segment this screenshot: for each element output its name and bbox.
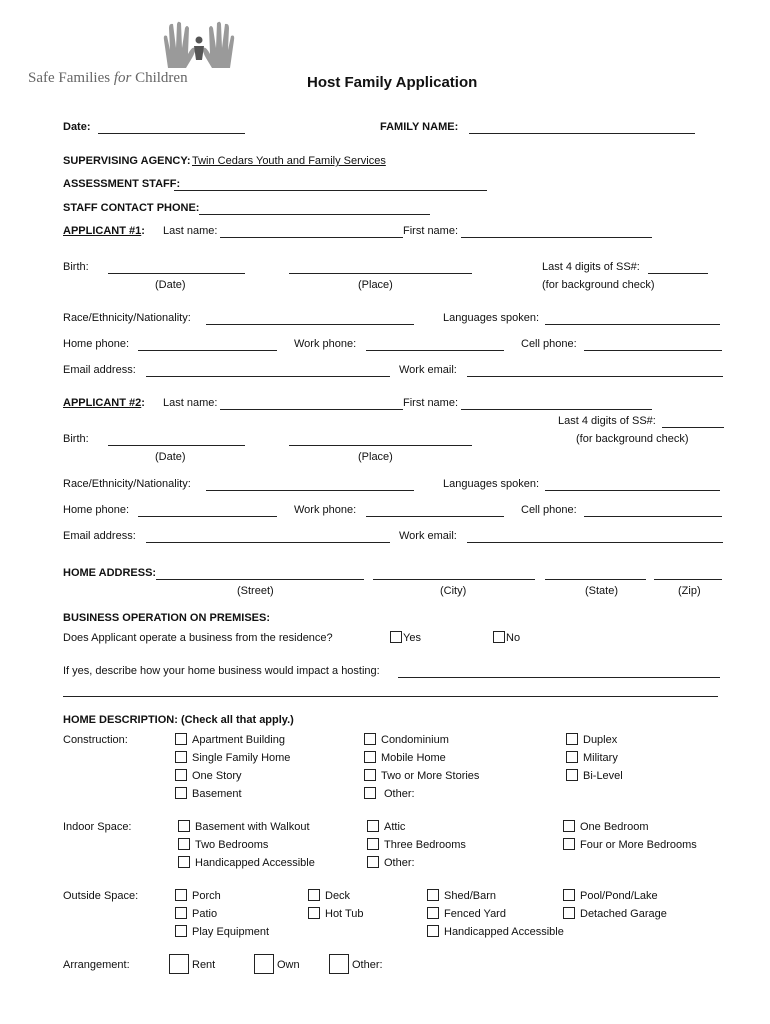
condominium-checkbox[interactable] [364, 733, 376, 745]
bi-level-checkbox[interactable] [566, 769, 578, 781]
business-describe-label: If yes, describe how your home business would impact a hosting: [63, 665, 380, 677]
applicant1-ss-field[interactable] [648, 273, 708, 274]
pool-pond-lake-label: Pool/Pond/Lake [580, 890, 658, 902]
assessment-staff-label: ASSESSMENT STAFF: [63, 178, 181, 190]
applicant1-ss-label: Last 4 digits of SS#: [542, 261, 640, 273]
one-bedroom-label: One Bedroom [580, 821, 649, 833]
two-bedrooms-label: Two Bedrooms [195, 839, 269, 851]
bi-level-label: Bi-Level [583, 770, 623, 782]
applicant2-email-field[interactable] [146, 542, 390, 543]
basement-walkout-checkbox[interactable] [178, 820, 190, 832]
city-caption: (City) [440, 585, 467, 597]
applicant1-birth-label: Birth: [63, 261, 89, 273]
outside-space-label: Outside Space: [63, 890, 139, 902]
applicant1-work-phone-label: Work phone: [294, 338, 357, 350]
applicant2-ss-caption: (for background check) [576, 433, 689, 445]
applicant1-cell-phone-field[interactable] [584, 350, 722, 351]
business-describe-field-1[interactable] [398, 677, 720, 678]
applicant1-last-name-label: Last name: [163, 225, 218, 237]
deck-label: Deck [325, 890, 351, 902]
applicant1-email-field[interactable] [146, 376, 390, 377]
applicant2-work-email-label: Work email: [399, 530, 457, 542]
indoor-handicapped-label: Handicapped Accessible [195, 857, 315, 869]
applicant1-last-name-field[interactable] [220, 237, 403, 238]
applicant1-email-label: Email address: [63, 364, 136, 376]
indoor-other-label: Other: [384, 857, 415, 869]
military-label: Military [583, 752, 618, 764]
patio-checkbox[interactable] [175, 907, 187, 919]
applicant1-place-caption: (Place) [358, 279, 393, 291]
applicant1-first-name-label: First name: [403, 225, 459, 237]
duplex-label: Duplex [583, 734, 618, 746]
basement-walkout-label: Basement with Walkout [195, 821, 310, 833]
mobile-home-label: Mobile Home [381, 752, 446, 764]
apartment-building-label: Apartment Building [192, 734, 285, 746]
applicant1-heading-colon: : [141, 225, 145, 237]
applicant1-first-name-field[interactable] [461, 237, 652, 238]
rent-checkbox[interactable] [169, 954, 189, 974]
pool-pond-lake-checkbox[interactable] [563, 889, 575, 901]
outside-handicapped-label: Handicapped Accessible [444, 926, 564, 938]
three-bedrooms-checkbox[interactable] [367, 838, 379, 850]
detached-garage-checkbox[interactable] [563, 907, 575, 919]
mobile-home-checkbox[interactable] [364, 751, 376, 763]
staff-contact-phone-field[interactable] [199, 214, 430, 215]
applicant2-work-email-field[interactable] [467, 542, 723, 543]
brand-text-3: Children [131, 70, 188, 86]
applicant2-ss-field[interactable] [662, 427, 724, 428]
applicant2-place-caption: (Place) [358, 451, 393, 463]
hands-logo-icon [160, 20, 238, 70]
applicant2-work-phone-label: Work phone: [294, 504, 357, 516]
applicant2-home-phone-label: Home phone: [63, 504, 130, 516]
basement-checkbox[interactable] [175, 787, 187, 799]
rent-label: Rent [192, 959, 216, 971]
hot-tub-checkbox[interactable] [308, 907, 320, 919]
own-checkbox[interactable] [254, 954, 274, 974]
street-field[interactable] [156, 579, 364, 580]
applicant1-work-email-field[interactable] [467, 376, 723, 377]
applicant2-languages-field[interactable] [545, 490, 720, 491]
applicant1-work-email-label: Work email: [399, 364, 457, 376]
date-field[interactable] [98, 133, 245, 134]
zip-field[interactable] [654, 579, 722, 580]
attic-label: Attic [384, 821, 406, 833]
brand-text-1: Safe Families [28, 70, 114, 86]
applicant1-date-caption: (Date) [155, 279, 186, 291]
condominium-label: Condominium [381, 734, 449, 746]
applicant2-heading-text: APPLICANT #2 [63, 397, 142, 409]
applicant2-email-label: Email address: [63, 530, 136, 542]
attic-checkbox[interactable] [367, 820, 379, 832]
assessment-staff-field[interactable] [174, 190, 487, 191]
military-checkbox[interactable] [566, 751, 578, 763]
porch-label: Porch [192, 890, 221, 902]
two-or-more-stories-checkbox[interactable] [364, 769, 376, 781]
arrangement-other-label: Other: [352, 959, 383, 971]
applicant1-birth-date-field[interactable] [108, 273, 245, 274]
single-family-home-checkbox[interactable] [175, 751, 187, 763]
applicant1-birth-place-field[interactable] [289, 273, 472, 274]
business-heading: BUSINESS OPERATION ON PREMISES: [63, 612, 270, 624]
business-yes-checkbox[interactable] [390, 631, 402, 643]
business-yes-label: Yes [403, 632, 421, 644]
business-no-label: No [506, 632, 521, 644]
applicant2-cell-phone-label: Cell phone: [521, 504, 577, 516]
one-story-label: One Story [192, 770, 242, 782]
construction-other-checkbox[interactable] [364, 787, 376, 799]
applicant1-languages-field[interactable] [545, 324, 720, 325]
home-description-heading: HOME DESCRIPTION: (Check all that apply.) [63, 714, 294, 726]
street-caption: (Street) [237, 585, 274, 597]
applicant1-cell-phone-label: Cell phone: [521, 338, 577, 350]
three-bedrooms-label: Three Bedrooms [384, 839, 466, 851]
apartment-building-checkbox[interactable] [175, 733, 187, 745]
brand-text-2: for [113, 70, 132, 86]
duplex-checkbox[interactable] [566, 733, 578, 745]
single-family-home-label: Single Family Home [192, 752, 291, 764]
indoor-space-label: Indoor Space: [63, 821, 132, 833]
own-label: Own [277, 959, 300, 971]
brand-name [28, 70, 188, 87]
applicant1-race-field[interactable] [206, 324, 414, 325]
home-address-label: HOME ADDRESS: [63, 567, 157, 579]
state-caption: (State) [585, 585, 619, 597]
applicant2-birth-label: Birth: [63, 433, 89, 445]
two-bedrooms-checkbox[interactable] [178, 838, 190, 850]
applicant1-heading-text: APPLICANT #1 [63, 225, 142, 237]
date-label: Date: [63, 121, 91, 133]
business-no-checkbox[interactable] [493, 631, 505, 643]
four-or-more-bedrooms-label: Four or More Bedrooms [580, 839, 697, 851]
page-title: Host Family Application [307, 74, 478, 91]
deck-checkbox[interactable] [308, 889, 320, 901]
staff-contact-phone-label: STAFF CONTACT PHONE: [63, 202, 200, 214]
applicant1-languages-label: Languages spoken: [443, 312, 540, 324]
applicant2-first-name-label: First name: [403, 397, 459, 409]
applicant2-first-name-field[interactable] [461, 409, 652, 410]
one-bedroom-checkbox[interactable] [563, 820, 575, 832]
supervising-agency-value[interactable]: Twin Cedars Youth and Family Services [192, 155, 386, 167]
shed-barn-checkbox[interactable] [427, 889, 439, 901]
applicant2-birth-date-field[interactable] [108, 445, 245, 446]
applicant1-race-label: Race/Ethnicity/Nationality: [63, 312, 191, 324]
applicant1-ss-caption: (for background check) [542, 279, 655, 291]
family-name-label: FAMILY NAME: [380, 121, 459, 133]
patio-label: Patio [192, 908, 218, 920]
basement-label: Basement [192, 788, 242, 800]
play-equipment-checkbox[interactable] [175, 925, 187, 937]
applicant2-languages-label: Languages spoken: [443, 478, 540, 490]
applicant2-heading-colon: : [141, 397, 145, 409]
arrangement-other-checkbox[interactable] [329, 954, 349, 974]
applicant1-heading [63, 225, 145, 237]
one-story-checkbox[interactable] [175, 769, 187, 781]
indoor-handicapped-checkbox[interactable] [178, 856, 190, 868]
two-or-more-stories-label: Two or More Stories [381, 770, 480, 782]
applicant2-home-phone-field[interactable] [138, 516, 277, 517]
shed-barn-label: Shed/Barn [444, 890, 496, 902]
outside-handicapped-checkbox[interactable] [427, 925, 439, 937]
state-field[interactable] [545, 579, 646, 580]
supervising-agency-label: SUPERVISING AGENCY: [63, 155, 191, 167]
business-describe-field-2[interactable] [63, 696, 718, 697]
business-question: Does Applicant operate a business from the residence? [63, 632, 333, 644]
indoor-other-checkbox[interactable] [367, 856, 379, 868]
construction-other-label: Other: [384, 788, 415, 800]
city-field[interactable] [373, 579, 535, 580]
applicant2-last-name-field[interactable] [220, 409, 403, 410]
play-equipment-label: Play Equipment [192, 926, 270, 938]
applicant2-ss-label: Last 4 digits of SS#: [558, 415, 656, 427]
arrangement-label: Arrangement: [63, 959, 130, 971]
hot-tub-label: Hot Tub [325, 908, 364, 920]
applicant2-date-caption: (Date) [155, 451, 186, 463]
applicant2-cell-phone-field[interactable] [584, 516, 722, 517]
detached-garage-label: Detached Garage [580, 908, 667, 920]
applicant1-work-phone-field[interactable] [366, 350, 504, 351]
applicant1-home-phone-field[interactable] [138, 350, 277, 351]
applicant1-home-phone-label: Home phone: [63, 338, 130, 350]
applicant2-work-phone-field[interactable] [366, 516, 504, 517]
fenced-yard-checkbox[interactable] [427, 907, 439, 919]
construction-label: Construction: [63, 734, 128, 746]
applicant2-race-label: Race/Ethnicity/Nationality: [63, 478, 191, 490]
four-or-more-bedrooms-checkbox[interactable] [563, 838, 575, 850]
applicant2-race-field[interactable] [206, 490, 414, 491]
porch-checkbox[interactable] [175, 889, 187, 901]
applicant2-last-name-label: Last name: [163, 397, 218, 409]
family-name-field[interactable] [469, 133, 695, 134]
fenced-yard-label: Fenced Yard [444, 908, 506, 920]
zip-caption: (Zip) [678, 585, 701, 597]
applicant2-birth-place-field[interactable] [289, 445, 472, 446]
applicant2-heading [63, 397, 145, 409]
